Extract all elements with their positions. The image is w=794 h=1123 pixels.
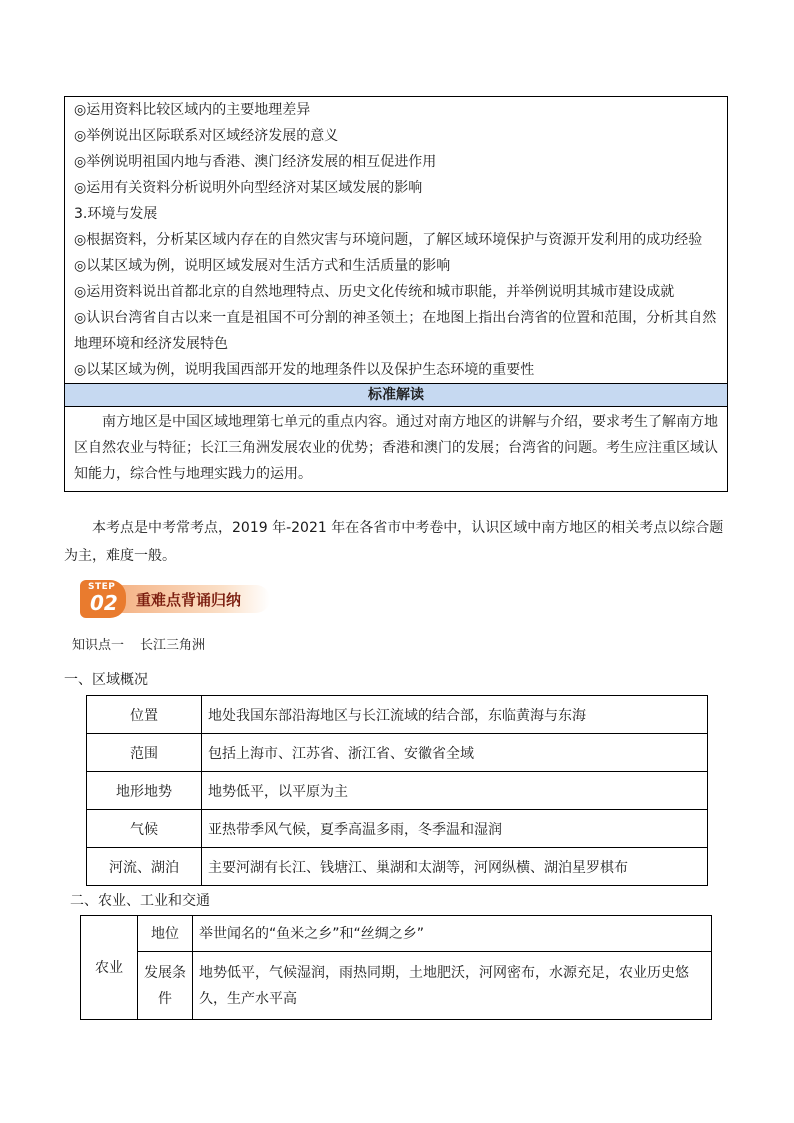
- interpretation-heading: 标准解读: [65, 383, 727, 407]
- table-row: [87, 734, 708, 772]
- row-value: 包括上海市、江苏省、浙江省、安徽省全域: [202, 734, 708, 772]
- table-row: [81, 916, 712, 952]
- step-title: 重难点背诵归纳: [136, 591, 242, 609]
- knowledge-point-topic: 长江三角洲: [140, 638, 206, 653]
- requirement-item: ◎运用资料说出首都北京的自然地理特点、历史文化传统和城市职能，并举例说明其城市建设成就: [74, 284, 675, 300]
- requirement-item: ◎以某区域为例，说明我国西部开发的地理条件以及保护生态环境的重要性: [74, 362, 535, 378]
- section-heading: 一、区域概况: [64, 672, 148, 688]
- row-key: 位置: [87, 696, 202, 734]
- row-key: 气候: [87, 810, 202, 848]
- step-banner: [80, 580, 270, 618]
- row-value: 举世闻名的“鱼米之乡”和“丝绸之乡”: [193, 916, 712, 952]
- intro-paragraph: 本考点是中考常考点，2019 年-2021 年在各省市中考卷中，认识区域中南方地区的相关考点以综合题为主，难度一般。: [64, 520, 724, 564]
- requirement-item: ◎以某区域为例，说明区域发展对生活方式和生活质量的影响: [74, 258, 451, 274]
- row-key: 地位: [138, 916, 193, 952]
- curriculum-requirements-box: [64, 96, 728, 492]
- knowledge-point-label: 知识点一: [72, 638, 125, 653]
- knowledge-point-heading: [72, 636, 205, 656]
- table-row: [87, 772, 708, 810]
- section-heading: 二、农业、工业和交通: [70, 893, 210, 909]
- table-row: [87, 696, 708, 734]
- requirement-item: ◎举例说出区际联系对区域经济发展的意义: [74, 128, 339, 144]
- requirement-item: ◎认识台湾省自古以来一直是祖国不可分割的神圣领土；在地图上指出台湾省的位置和范围，分析其自然地理环境和经济发展特色: [74, 310, 717, 352]
- interpretation-text: 南方地区是中国区域地理第七单元的重点内容。通过对南方地区的讲解与介绍，要求考生了解南方地区自然农业与特征；长江三角洲发展农业的优势；香港和澳门的发展；台湾省的问题。考生应注重区域认知能力，综合性与地理实践力的运用。: [74, 414, 718, 482]
- row-value: 主要河湖有长江、钱塘江、巢湖和太湖等，河网纵横、湖泊星罗棋布: [202, 848, 708, 886]
- row-key: 范围: [87, 734, 202, 772]
- step-number: 02: [90, 591, 118, 615]
- agriculture-table: [80, 915, 712, 1020]
- step-title-bar: [114, 585, 270, 613]
- row-value: 地势低平，气候湿润，雨热同期，土地肥沃，河网密布，水源充足，农业历史悠久，生产水平高: [193, 952, 712, 1020]
- table-row: [87, 810, 708, 848]
- group-label: 农业: [81, 916, 138, 1020]
- table-row: [81, 952, 712, 1020]
- requirement-item: ◎运用有关资料分析说明外向型经济对某区域发展的影响: [74, 180, 423, 196]
- row-value: 地处我国东部沿海地区与长江流域的结合部，东临黄海与东海: [202, 696, 708, 734]
- step-label: STEP: [88, 582, 116, 592]
- requirement-item: ◎举例说明祖国内地与香港、澳门经济发展的相互促进作用: [74, 154, 437, 170]
- requirement-item: ◎运用资料比较区域内的主要地理差异: [74, 102, 311, 118]
- row-key: 发展条件: [138, 952, 193, 1020]
- row-key: 河流、湖泊: [87, 848, 202, 886]
- table-row: [87, 848, 708, 886]
- row-value: 地势低平，以平原为主: [202, 772, 708, 810]
- requirement-subheading: 3.环境与发展: [74, 206, 158, 222]
- requirement-item: ◎根据资料，分析某区域内存在的自然灾害与环境问题，了解区域环境保护与资源开发利用的成功经验: [74, 232, 703, 248]
- row-key: 地形地势: [87, 772, 202, 810]
- region-overview-table: [86, 695, 708, 886]
- step-badge: [80, 580, 126, 618]
- row-value: 亚热带季风气候，夏季高温多雨，冬季温和湿润: [202, 810, 708, 848]
